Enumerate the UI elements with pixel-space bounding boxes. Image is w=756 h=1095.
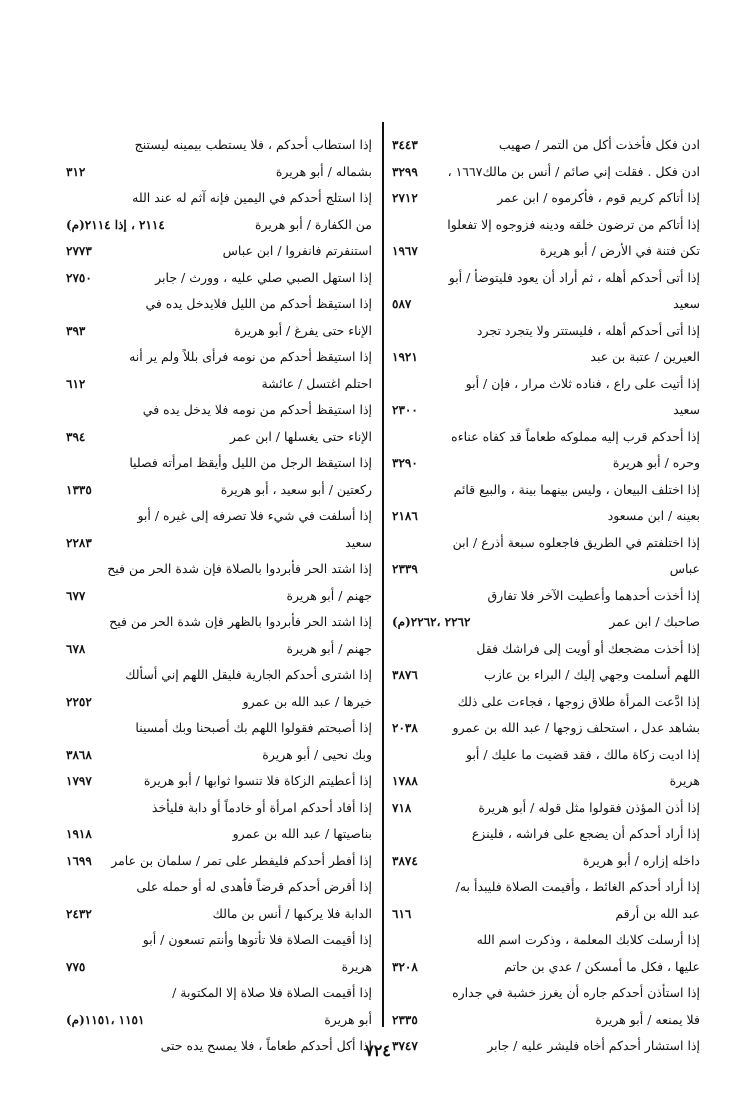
entry-text: إذا أتيت على راع ، فناده ثلاث مرار ، فإن / أبو: [465, 375, 700, 391]
index-entry-line: [66, 901, 372, 928]
entry-reference-number: ٢١١٤ ، إذا ٢١١٤(م): [66, 217, 165, 232]
entry-reference-number: ٢٧١٢: [392, 191, 418, 205]
index-entry-line: [392, 238, 700, 265]
entry-text: إذا استشار أحدكم أخاه فليشر عليه / جابر: [487, 1038, 700, 1053]
entry-reference-number: ٢١٨٦: [392, 509, 418, 523]
index-entry-line: [66, 1007, 372, 1034]
index-entry-line: [66, 450, 372, 477]
entry-text: إذا أفطر أحدكم فليفطر على تمر / سلمان بن عامر: [111, 852, 372, 868]
entry-reference-number: ٢٣٣٩: [392, 562, 418, 576]
index-entry-line: [392, 715, 700, 742]
entry-reference-number: ١٧٨٨: [392, 774, 418, 788]
entry-reference-number: ٣٨٧٦: [392, 668, 418, 682]
index-entry-line: [392, 397, 700, 424]
entry-reference-number: ٣٧٤٧: [392, 1039, 418, 1053]
entry-text: إذا أتاكم من ترضون خلقه ودينه فزوجوه إلا تفعلوا: [447, 216, 700, 232]
index-entry-line: [66, 556, 372, 583]
entry-text: إذا اشترى أحدكم الجارية فليقل اللهم إني أسألك: [125, 667, 372, 682]
entry-text: سعيد: [673, 402, 700, 417]
entry-text: إذا أعطيتم الزكاة فلا تنسوا ثوابها / أبو هريرة: [143, 773, 372, 788]
entry-reference-number: ٦٧٨: [66, 641, 86, 656]
entry-reference-number: ٣٢٩٩: [392, 164, 418, 179]
entry-reference-number: ٧١٨: [392, 800, 412, 815]
entry-text: ادن فكل فأخذت أكل من التمر / صهيب: [498, 137, 700, 152]
entry-text: إذا استلج أحدكم في اليمين فإنه آثم له عند الله: [132, 190, 372, 205]
entry-reference-number: ١٦٩٩: [66, 853, 92, 868]
index-entry-line: [392, 980, 700, 1007]
index-entry-line: [66, 503, 372, 530]
entry-text: إذا أتى أحدكم أهله ، فليستتر ولا يتجرد تجرد: [476, 322, 700, 338]
entry-text: تكن فتنة في الأرض / أبو هريرة: [539, 243, 700, 258]
index-entry-line: [392, 344, 700, 371]
entry-text: وحره / أبو هريرة: [612, 455, 700, 470]
index-entry-line: [392, 689, 700, 716]
entry-reference-number: ٢٢٦٢ ،٢٢٦٢(م): [392, 615, 471, 629]
entry-reference-number: ٣٨٧٤: [392, 853, 418, 868]
entry-text: إذا أحدكم قرب إليه مملوكه طعاماً قد كفاه عناءه: [451, 428, 700, 444]
entry-text: سعيد: [345, 534, 372, 550]
entry-reference-number: ١٧٩٧: [66, 774, 92, 788]
index-entry-line: [66, 212, 372, 239]
index-entry-line: [392, 159, 700, 186]
index-entry-line: [66, 344, 372, 371]
index-entry-line: [66, 371, 372, 398]
index-entry-line: [66, 636, 372, 663]
entry-text: إذا استيقظ أحدكم من نومه فلا يدخل يده في: [142, 402, 372, 417]
index-entry-line: [392, 424, 700, 451]
entry-reference-number: ٦١٦: [392, 906, 412, 921]
entry-text: إذا أخذت أحدهما وأعطيت الآخر فلا تفارق: [487, 587, 700, 603]
entry-text: إذا اشتد الحر فأبردوا بالظهر فإن شدة الحر من فيح: [109, 614, 372, 629]
entry-text: إذا أراد أحدكم الغائط ، وأقيمت الصلاة فليبدأ به/: [455, 879, 700, 894]
entry-text: من الكفارة / أبو هريرة: [254, 216, 372, 232]
index-entry-line: [66, 530, 372, 557]
index-entry-line: [392, 768, 700, 795]
entry-reference-number: ٣٢٠٨: [392, 959, 418, 974]
entry-text: إذا أقرض أحدكم قرضاً فأهدى له أو حمله على: [136, 879, 372, 894]
index-entry-line: [392, 212, 700, 239]
index-entry-line: [66, 424, 372, 451]
entry-text: إذا أسلفت في شيء فلا تصرفه إلى غيره / أبو: [137, 508, 372, 523]
index-entry-line: [66, 821, 372, 848]
index-entry-line: [392, 795, 700, 822]
index-entry-line: [392, 583, 700, 610]
entry-text: الإناء حتى يغسلها / ابن عمر: [229, 428, 372, 444]
index-entry-line: [66, 159, 372, 186]
entry-text: إذا أرسلت كلابك المعلمة ، وذكرت اسم الله: [476, 932, 700, 947]
entry-text: إذا أذن المؤذن فقولوا مثل قوله / أبو هريرة: [478, 799, 700, 815]
index-entry-line: [392, 1007, 700, 1034]
entry-text: إذا اختلفتم في الطريق فاجعلوه سبعة أذرع / ابن: [452, 534, 700, 550]
index-entry-line: [392, 1033, 700, 1060]
index-entry-line: [66, 954, 372, 981]
index-entry-line: [66, 662, 372, 689]
index-entry-line: [392, 874, 700, 901]
index-entry-line: [66, 132, 372, 159]
index-entry-line: [392, 927, 700, 954]
entry-text: خيرها / عبد الله بن عمرو: [242, 693, 372, 709]
entry-text: عبد الله بن أرقم: [615, 905, 700, 921]
index-entry-line: [66, 848, 372, 875]
entry-text: الدابة فلا يركبها / أنس بن مالك: [212, 905, 372, 921]
entry-reference-number: ٣٨٦٨: [66, 747, 92, 762]
entry-text: إذا استأذن أحدكم جاره أن يغرز خشبة في جداره: [452, 985, 700, 1000]
index-entry-line: [66, 265, 372, 292]
index-entry-line: [392, 556, 700, 583]
entry-text: جهنم / أبو هريرة: [286, 640, 372, 656]
index-entry-line: [392, 291, 700, 318]
entry-text: إذا استيقظ أحدكم من نومه فرأى بللاً ولم ير أنه: [129, 349, 372, 364]
entry-reference-number: ٣٩٤: [66, 429, 86, 444]
entry-text: إذا اديت زكاة مالك ، فقد قضيت ما عليك / أبو: [465, 746, 700, 762]
entry-text: إذا أكل أحدكم طعاماً ، فلا يمسح يده حتى: [160, 1038, 372, 1053]
entry-reference-number: ٢٧٥٠: [66, 270, 92, 285]
entry-text: إذا اشتد الحر فأبردوا بالصلاة فإن شدة الحر من فيح: [107, 561, 372, 576]
index-entry-line: [392, 132, 700, 159]
entry-reference-number: ٣٩٣: [66, 323, 86, 338]
entry-text: عباس: [669, 561, 700, 576]
entry-text: بشاهد عدل ، استحلف زوجها / عبد الله بن عمرو: [452, 720, 700, 735]
entry-text: فلا يمنعه / أبو هريرة: [595, 1011, 700, 1027]
entry-reference-number: ٣٤٤٣: [392, 138, 418, 152]
entry-text: بناصيتها / عبد الله بن عمرو: [232, 826, 372, 841]
index-entry-line: [392, 742, 700, 769]
entry-text: إذا أخذت مضجعك أو أويت إلى فراشك فقل: [476, 640, 700, 656]
entry-text: صاحبك / ابن عمر: [609, 614, 700, 629]
index-entry-line: [392, 503, 700, 530]
entry-text: إذا أراد أحدكم أن يضجع على فراشه ، فلينزع: [471, 826, 700, 841]
page-number: ٧٢٤: [365, 1041, 391, 1060]
index-entry-line: [392, 371, 700, 398]
entry-text: أبو هريرة: [324, 1011, 372, 1027]
entry-text: عليها ، فكل ما أمسكن / عدي بن حاتم: [504, 958, 700, 974]
entry-reference-number: ٢٤٣٢: [66, 906, 92, 921]
entry-text: بشماله / أبو هريرة: [275, 163, 372, 179]
entry-reference-number: ٢٣٠٠: [392, 403, 418, 417]
entry-text: إذا أفاد أحدكم امرأة أو خادماً أو دابة فليأخذ: [151, 799, 372, 815]
index-entry-line: [66, 795, 372, 822]
entry-text: وبك نحيى / أبو هريرة: [262, 746, 372, 762]
entry-reference-number: ٧٧٥: [66, 959, 86, 974]
index-entry-line: [392, 821, 700, 848]
entry-text: إذا استيقظ أحدكم من الليل فلايدخل يده في: [145, 296, 372, 311]
index-column-right: [392, 132, 700, 1060]
entry-text: اللهم أسلمت وجهي إليك / البراء بن عازب: [483, 667, 700, 682]
entry-reference-number: ٦١٢: [66, 376, 86, 391]
index-entry-line: [66, 477, 372, 504]
index-entry-line: [66, 397, 372, 424]
entry-text: إذا أقيمت الصلاة فلا صلاة إلا المكتوبة /: [172, 985, 372, 1000]
entry-text: احتلم اغتسل / عائشة: [261, 375, 372, 391]
entry-text: ركعتين / أبو سعيد ، أبو هريرة: [220, 481, 372, 497]
entry-text: إذا ادَّعت المرأة طلاق زوجها ، فجاءت على ذلك: [457, 693, 700, 709]
entry-reference-number: ٦٧٧: [66, 588, 86, 603]
index-entry-line: [392, 609, 700, 636]
index-entry-line: [392, 318, 700, 345]
index-entry-line: [392, 265, 700, 292]
entry-reference-number: ٢٣٣٥: [392, 1012, 418, 1027]
index-entry-line: [66, 318, 372, 345]
index-entry-line: [392, 662, 700, 689]
index-entry-line: [66, 583, 372, 610]
index-entry-line: [392, 901, 700, 928]
entry-reference-number: ٣٢٩٠: [392, 456, 418, 470]
entry-text: هريرة: [669, 773, 700, 788]
entry-reference-number: ٢٧٧٣: [66, 244, 92, 258]
index-entry-line: [392, 636, 700, 663]
index-entry-line: [66, 927, 372, 954]
entry-text: هريرة: [341, 958, 372, 974]
entry-text: إذا اختلف البيعان ، وليس بينهما بينة ، والبيع قائم: [453, 481, 700, 497]
index-entry-line: [66, 768, 372, 795]
column-divider: [382, 122, 384, 1027]
entry-text: إذا أقيمت الصلاة فلا تأتوها وأنتم تسعون / أبو: [142, 932, 372, 947]
index-entry-line: [66, 609, 372, 636]
entry-reference-number: ١٩٢١: [392, 350, 418, 364]
index-entry-line: [66, 238, 372, 265]
entry-reference-number: ١٣٣٥: [66, 482, 92, 497]
entry-text: بعينه / ابن مسعود: [607, 508, 700, 523]
entry-text: الإناء حتى يفرغ / أبو هريرة: [234, 322, 372, 338]
entry-text: استنفرتم فانفروا / ابن عباس: [222, 243, 372, 258]
index-entry-line: [66, 185, 372, 212]
entry-reference-number: ١٩١٨: [66, 827, 92, 841]
entry-text: إذا أتى أحدكم أهله ، ثم أراد أن يعود فليتوضأ / أبو: [448, 269, 700, 285]
index-entry-line: [392, 450, 700, 477]
index-entry-line: [66, 715, 372, 742]
entry-text: داخله إزاره / أبو هريرة: [582, 852, 700, 868]
index-entry-line: [392, 530, 700, 557]
entry-text: إذا استطاب أحدكم ، فلا يستطب بيمينه ليستنج: [134, 137, 372, 152]
entry-text: العيرين / عتبة بن عبد: [590, 349, 700, 364]
entry-text: إذا أتاكم كريم قوم ، فأكرموه / ابن عمر: [497, 190, 700, 205]
entry-reference-number: ١٩٦٧: [392, 244, 418, 258]
entry-reference-number: ٢٢٥٢: [66, 694, 92, 709]
entry-text: إذا استهل الصبي صلي عليه ، وورث / جابر: [155, 269, 372, 285]
index-column-left: [66, 132, 372, 1060]
index-entry-line: [66, 291, 372, 318]
entry-reference-number: ٣١٢: [66, 164, 86, 179]
index-entry-line: [392, 848, 700, 875]
entry-reference-number: ٥٨٧: [392, 297, 412, 311]
entry-text: إذا أصبحتم فقولوا اللهم بك أصبحنا وبك أمسينا: [135, 720, 372, 735]
entry-reference-number: ٢٢٨٣: [66, 535, 92, 550]
entry-text: سعيد: [673, 296, 700, 311]
entry-text: جهنم / أبو هريرة: [286, 587, 372, 603]
entry-text: إذا استيقظ الرجل من الليل وأيقظ امرأته فصليا: [129, 455, 372, 470]
index-entry-line: [66, 874, 372, 901]
entry-reference-number: ١١٥١ ،١١٥١(م): [66, 1012, 145, 1027]
index-entry-line: [66, 1033, 372, 1060]
index-entry-line: [392, 477, 700, 504]
index-entry-line: [66, 742, 372, 769]
index-entry-line: [392, 185, 700, 212]
index-entry-line: [66, 689, 372, 716]
entry-reference-number: ٢٠٣٨: [392, 721, 418, 735]
index-entry-line: [66, 980, 372, 1007]
entry-text: ادن فكل . فقلت إني صائم / أنس بن مالك١٦٦٧ ،: [447, 163, 700, 179]
index-entry-line: [392, 954, 700, 981]
